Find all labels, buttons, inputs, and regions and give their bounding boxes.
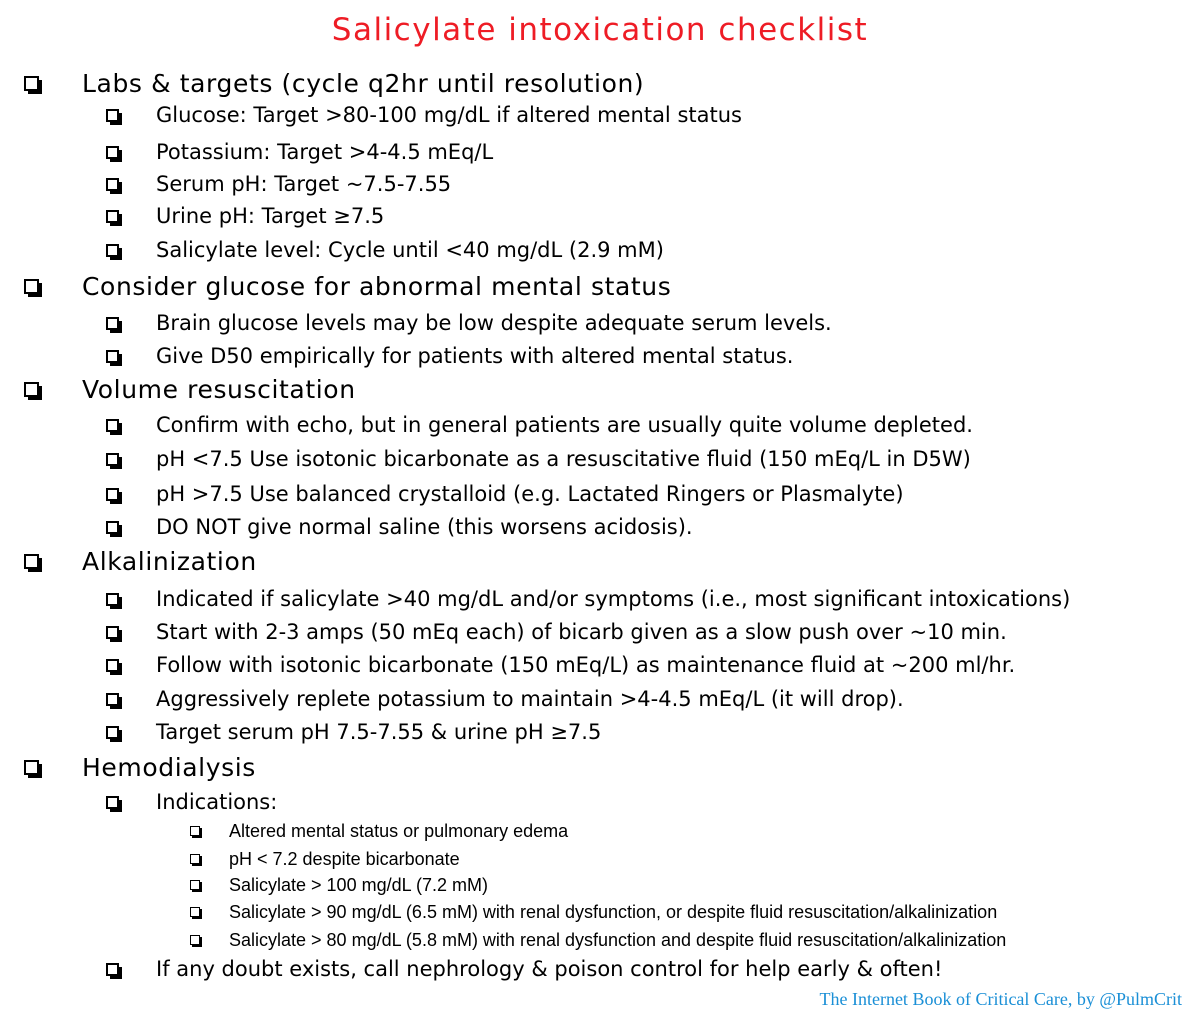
- section-label: Alkalinization: [82, 547, 257, 576]
- checkbox-icon[interactable]: [106, 659, 119, 672]
- checkbox-icon[interactable]: [106, 210, 119, 223]
- checkbox-icon[interactable]: [24, 554, 39, 569]
- checkbox-icon[interactable]: [106, 593, 119, 606]
- sub-item-label: Altered mental status or pulmonary edema: [229, 821, 569, 841]
- checkbox-icon[interactable]: [24, 382, 39, 397]
- checkbox-icon[interactable]: [106, 419, 119, 432]
- item-label: Serum pH: Target ~7.5-7.55: [156, 172, 452, 196]
- checkbox-icon[interactable]: [106, 317, 119, 330]
- sub-item-label: Salicylate > 90 mg/dL (6.5 mM) with renal dysfunction, or despite fluid resuscitation/alkalinization: [229, 902, 998, 922]
- checkbox-icon[interactable]: [106, 963, 119, 976]
- item-label: Urine pH: Target ≥7.5: [156, 204, 385, 228]
- item-label: Start with 2-3 amps (50 mEq each) of bicarb given as a slow push over ~10 min.: [156, 620, 1007, 644]
- item-label: Glucose: Target >80-100 mg/dL if altered mental status: [156, 103, 742, 127]
- item-label: Confirm with echo, but in general patients are usually quite volume depleted.: [156, 413, 973, 437]
- checkbox-icon[interactable]: [106, 146, 119, 159]
- checkbox-icon[interactable]: [190, 907, 200, 917]
- checkbox-icon[interactable]: [24, 760, 39, 775]
- checkbox-icon[interactable]: [106, 488, 119, 501]
- checkbox-icon[interactable]: [106, 521, 119, 534]
- item-label: Aggressively replete potassium to maintain >4-4.5 mEq/L (it will drop).: [156, 687, 904, 711]
- item-label: If any doubt exists, call nephrology & poison control for help early & often!: [156, 957, 943, 981]
- item-label: Indications:: [156, 790, 278, 814]
- item-label: Indicated if salicylate >40 mg/dL and/or symptoms (i.e., most significant intoxications): [156, 587, 1071, 611]
- checkbox-icon[interactable]: [106, 244, 119, 257]
- checkbox-icon[interactable]: [106, 726, 119, 739]
- checkbox-icon[interactable]: [106, 693, 119, 706]
- checkbox-icon[interactable]: [106, 109, 119, 122]
- section-label: Hemodialysis: [82, 753, 256, 782]
- sub-item-label: Salicylate > 100 mg/dL (7.2 mM): [229, 875, 488, 895]
- section-label: Labs & targets (cycle q2hr until resolution): [82, 69, 645, 98]
- page-title: Salicylate intoxication checklist: [331, 12, 869, 48]
- item-label: Brain glucose levels may be low despite adequate serum levels.: [156, 311, 832, 335]
- checkbox-icon[interactable]: [106, 178, 119, 191]
- checkbox-icon[interactable]: [190, 826, 200, 836]
- item-label: Target serum pH 7.5-7.55 & urine pH ≥7.5: [156, 720, 602, 744]
- item-label: pH >7.5 Use balanced crystalloid (e.g. Lactated Ringers or Plasmalyte): [156, 482, 904, 506]
- checkbox-icon[interactable]: [190, 935, 200, 945]
- sub-item-label: Salicylate > 80 mg/dL (5.8 mM) with renal dysfunction and despite fluid resuscitation/alkalinization: [229, 930, 1007, 950]
- checkbox-icon[interactable]: [190, 880, 200, 890]
- item-label: Follow with isotonic bicarbonate (150 mEq/L) as maintenance fluid at ~200 ml/hr.: [156, 653, 1016, 677]
- checkbox-icon[interactable]: [106, 796, 119, 809]
- item-label: Give D50 empirically for patients with altered mental status.: [156, 344, 794, 368]
- checkbox-icon[interactable]: [106, 350, 119, 363]
- checkbox-icon[interactable]: [24, 279, 39, 294]
- sub-item-label: pH < 7.2 despite bicarbonate: [229, 849, 460, 869]
- item-label: pH <7.5 Use isotonic bicarbonate as a resuscitative fluid (150 mEq/L in D5W): [156, 447, 971, 471]
- footer-credit: The Internet Book of Critical Care, by @PulmCrit: [819, 989, 1182, 1009]
- checkbox-icon[interactable]: [106, 453, 119, 466]
- section-label: Volume resuscitation: [82, 375, 356, 404]
- section-label: Consider glucose for abnormal mental status: [82, 272, 672, 301]
- checkbox-icon[interactable]: [190, 854, 200, 864]
- checkbox-icon[interactable]: [106, 626, 119, 639]
- item-label: Potassium: Target >4-4.5 mEq/L: [156, 140, 494, 164]
- item-label: DO NOT give normal saline (this worsens acidosis).: [156, 515, 693, 539]
- item-label: Salicylate level: Cycle until <40 mg/dL (2.9 mM): [156, 238, 664, 262]
- checkbox-icon[interactable]: [24, 76, 39, 91]
